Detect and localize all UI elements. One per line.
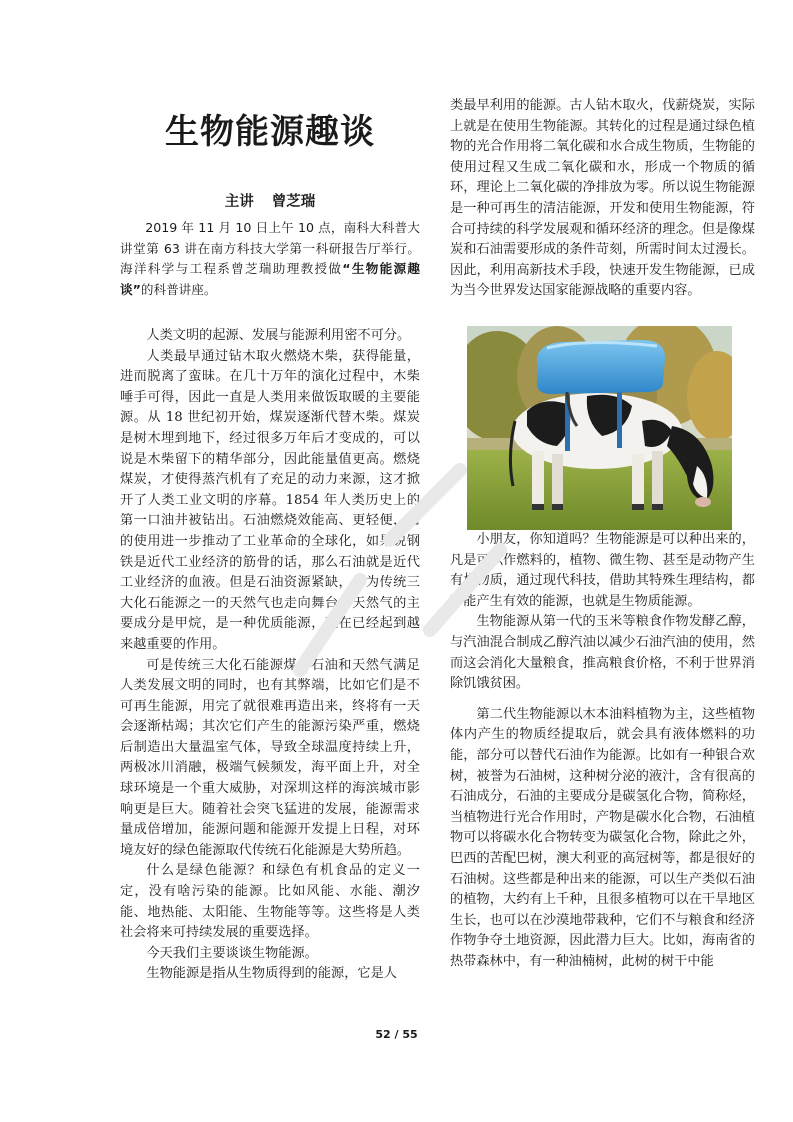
speaker-name: 曾芝瑞	[271, 194, 316, 210]
body-paragraph: 第二代生物能源以木本油料植物为主，这些植物体内产生的物质经提取后，就会具有液体燃料的功能，部分可以替代石油作为能源。比如有一种银合欢树，被誉为石油树，这种树分泌的液汁，含有很高的石油成分，石油的主要成分是碳氢化合物，简称烃，当植物进行光合作用时，产物是碳水化合物，石油植物可以将碳水化合物转变为碳氢化合物，除此之外，巴西的苦配巴树，澳大利亚的高冠树等，都是很好的石油树。这些都是种出来的能源，可以生产类似石油的植物，大约有上千种，且很多植物可以在干旱地区生长，也可以在沙漠地带栽种，它们不与粮食和经济作物争夺土地资源，因此潜力巨大。比如，海南省的热带森林中，有一种油楠树，此树的树干中能	[450, 706, 755, 969]
intro-text-before: 2019 年 11 月 10 日上午 10 点，南科大科普大讲堂第 63 讲在南方科技大学第一科研报告厅举行。海洋科学与工程系曾芝瑞助理教授做	[120, 220, 420, 277]
left-column-body	[120, 326, 420, 985]
body-paragraph: 人类最早通过钻木取火燃烧木柴，获得能量，进而脱离了蛮昧。在几十万年的演化过程中，木柴唾手可得，因此一直是人类用来做饭取暖的主要能源。从 18 世纪初开始，煤炭逐渐代替木柴。煤炭是树木埋到地下，经过很多万年后才变成的，可以说是木柴留下的精华部分，因此能量值更高。燃烧煤炭，才使得蒸汽机有了充足的动力来源，这才掀开了人类工业文明的序幕。1854 年人类历史上的第一口油井被钻出。石油燃烧效能高、更轻便，它的使用进一步推动了工业革命的全球化，如果说钢铁是近代工业经济的筋骨的话，那么石油就是近代工业经济的血液。但是石油资源紧缺，作为传统三大化石能源之一的天然气也走向舞台，天然气的主要成分是甲烷，是一种优质能源，现在已经起到越来越重要的作用。	[120, 348, 420, 652]
paragraph-gap	[450, 695, 755, 705]
speaker-label: 主讲	[224, 194, 254, 210]
intro-text-after: 的科普讲座。	[140, 281, 217, 297]
speaker-line	[120, 190, 420, 211]
intro-block	[120, 218, 420, 300]
body-paragraph-continued: 类最早利用的能源。古人钻木取火，伐薪烧炭，实际上就是在使用生物能源。其转化的过程是通过绿色植物的光合作用将二氧化碳和水合成生物质，生物能的使用过程又生成二氧化碳和水，形成一个物质的循环，理论上二氧化碳的净排放为零。所以说生物能源是一种可再生的清洁能源，开发和使用生物能源，符合可持续的科学发展观和循环经济的理念。但是像煤炭和石油需要形成的条件苛刻，所需时间太过漫长。因此，利用高新技术手段，快速开发生物能源，已成为当今世界发达国家能源战略的重要内容。	[450, 98, 755, 299]
article-title: 生物能源趣谈	[165, 112, 375, 152]
body-paragraph: 人类文明的起源、发展与能源利用密不可分。	[146, 328, 411, 343]
intro-paragraph	[120, 218, 420, 300]
body-paragraph: 生物能源是指从生物质得到的能源，它是人	[146, 966, 397, 982]
right-column-bottom	[450, 530, 755, 972]
page-number: 52 / 55	[375, 1028, 418, 1041]
body-paragraph: 今天我们主要谈谈生物能源。	[146, 945, 318, 961]
body-paragraph: 什么是绿色能源？和绿色有机食品的定义一定，没有啥污染的能源。比如风能、水能、潮汐能、地热能、太阳能、生物能等等。这些将是人类社会将来可持续发展的重要选择。	[120, 863, 420, 941]
intro-topic: “生物能源趣谈”	[120, 261, 420, 297]
body-paragraph: 可是传统三大化石能源煤、石油和天然气满足人类发展文明的同时，也有其弊端，比如它们是不可再生能源，用完了就很难再造出来，终将有一天会逐渐枯竭；其次它们产生的能源污染严重，燃烧后制造出大量温室气体，导致全球温度持续上升，两极冰川消融，极端气候频发，海平面上升，对全球环境是一个重大威胁，对深圳这样的海滨城市影响更是巨大。随着社会突飞猛进的发展，能源需求量成倍增加，能源问题和能源开发提上日程，对环境友好的绿色能源取代传统石化能源是大势所趋。	[120, 657, 420, 858]
body-paragraph: 小朋友，你知道吗？生物能源是可以种出来的，凡是可以作燃料的，植物、微生物、甚至是动物产生有机物质，通过现代科技，借助其特殊生理结构，都可能产生有效的能源，也就是生物质能源。	[450, 532, 755, 609]
cow-biogas-photo	[467, 326, 732, 530]
right-column-top	[450, 96, 755, 302]
body-paragraph: 生物能源从第一代的玉米等粮食作物发酵乙醇，与汽油混合制成乙醇汽油以减少石油汽油的使用，然而这会消化大量粮食，推高粮食价格，不利于世界消除饥饿贫困。	[450, 614, 755, 692]
